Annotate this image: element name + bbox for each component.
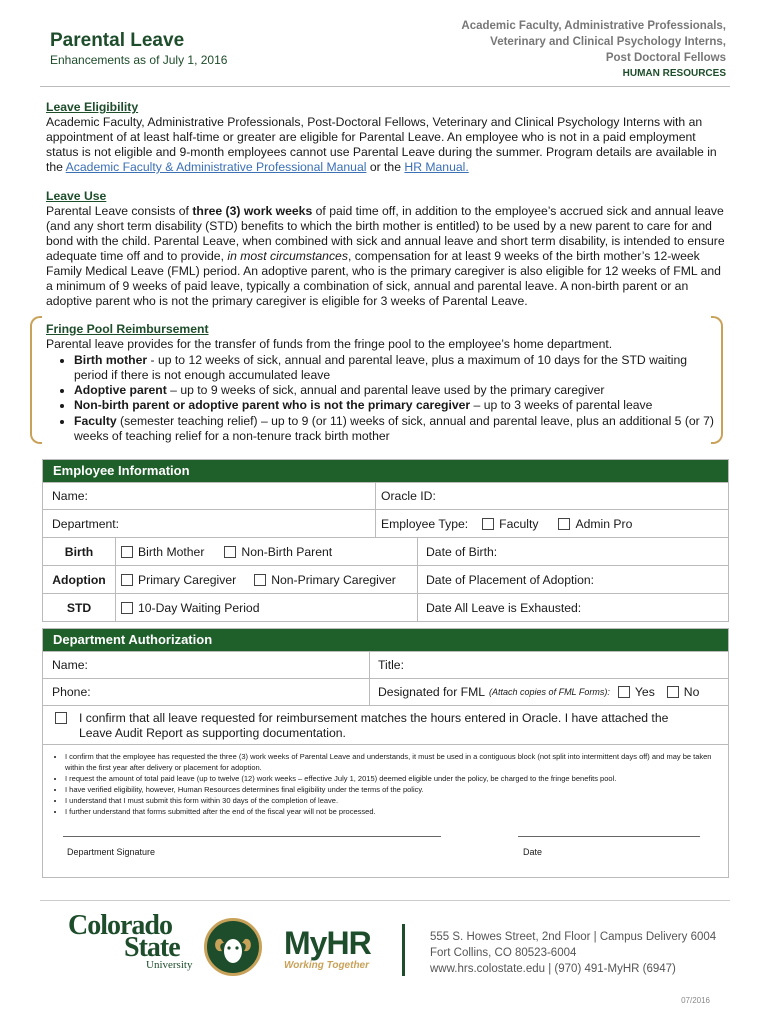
- fringe-item-label: Adoptive parent: [74, 383, 167, 398]
- non-birth-checkbox[interactable]: [224, 546, 236, 558]
- authorizer-name-field[interactable]: Name:: [52, 658, 88, 672]
- employee-type-group: [381, 510, 632, 537]
- row-birth: [43, 537, 728, 565]
- fml-yes-checkbox[interactable]: [618, 686, 630, 698]
- myhr-logo: [284, 926, 371, 971]
- csu-word-3: University: [146, 959, 193, 971]
- footer-separator: [402, 924, 405, 976]
- eligibility-section: [46, 100, 726, 175]
- fringe-intro: Parental leave provides for the transfer of funds from the fringe pool to the employee’s home department.: [46, 337, 613, 352]
- placement-date-field[interactable]: Date of Placement of Adoption:: [426, 572, 595, 587]
- employee-info-header: Employee Information: [43, 460, 728, 482]
- confirm-text: I confirm that all leave requested for reimbursement matches the hours entered in Oracle. I have attached the Leave Audit Report as supporting documentation.: [79, 711, 669, 740]
- signature-line[interactable]: [63, 836, 441, 837]
- fml-note: (Attach copies of FML Forms):: [489, 687, 610, 697]
- confirm-checkbox[interactable]: [55, 712, 67, 724]
- std-label: STD: [66, 600, 92, 615]
- header-divider: [40, 86, 730, 87]
- leave-use-p1: Parental Leave consists of: [46, 204, 189, 218]
- fringe-item-faculty: [74, 414, 716, 445]
- page-title: Parental Leave: [50, 30, 185, 51]
- fringe-item-non-birth: [74, 398, 716, 413]
- leave-exhausted-date-field[interactable]: Date All Leave is Exhausted:: [426, 600, 582, 615]
- date-of-birth-field[interactable]: Date of Birth:: [426, 544, 498, 559]
- adoption-options: [121, 566, 396, 593]
- ram-logo-icon: [204, 918, 262, 976]
- form-revision-code: 07/2016: [681, 996, 710, 1005]
- header-audience: [461, 18, 726, 82]
- fringe-item-adoptive: [74, 383, 716, 398]
- row-dept-phone: [43, 678, 728, 705]
- fringe-list: [46, 353, 716, 445]
- primary-caregiver-label: Primary Caregiver: [138, 572, 237, 587]
- waiting-period-label: 10-Day Waiting Period: [138, 600, 260, 615]
- fringe-item-text: - up to 12 weeks of sick, annual and parental leave, plus a maximum of 10 days for the STD waiting period if there is not enough accumulated leave: [74, 352, 688, 382]
- fringe-section: [46, 322, 716, 444]
- row-confirm: [43, 705, 728, 744]
- eligibility-body: Academic Faculty, Administrative Professionals, Post-Doctoral Fellows, Veterinary and Clinical Psychology Interns with an appointment of at least half-time or greater are eligible for Parental Leave. An employee who is not in a paid employment status is not eligible and 9-month employees cannot use Parental Leave during the summer. Program details are available in the: [46, 115, 717, 174]
- csu-wordmark: [68, 910, 193, 971]
- divider: [115, 538, 116, 565]
- fringe-item-text: – up to 3 weeks of parental leave: [470, 398, 653, 413]
- divider: [115, 594, 116, 621]
- primary-caregiver-checkbox[interactable]: [121, 574, 133, 586]
- certification-item: • I request the amount of total paid leave (up to twelve (12) work weeks – effective July 1, 2015) deemed eligible under the policy, be charged to the fringe benefits pool.: [65, 773, 728, 784]
- fringe-item-text: – up to 9 weeks of sick, annual and parental leave used by the primary caregiver: [166, 383, 605, 398]
- page-subtitle: Enhancements as of July 1, 2016: [50, 53, 228, 67]
- oracle-id-field[interactable]: Oracle ID:: [381, 489, 436, 503]
- audience-line-3: Post Doctoral Fellows: [605, 52, 726, 64]
- department-auth-header: Department Authorization: [43, 629, 728, 651]
- department-field[interactable]: Department:: [52, 516, 120, 531]
- row-std: [43, 593, 728, 621]
- faculty-checkbox[interactable]: [482, 518, 494, 530]
- divider: [375, 483, 376, 509]
- birth-options: [121, 538, 332, 565]
- row-certifications: [43, 744, 728, 848]
- faculty-manual-link[interactable]: Academic Faculty & Administrative Professional Manual: [65, 160, 367, 174]
- eligibility-text: [46, 115, 726, 175]
- non-primary-caregiver-label: Non-Primary Caregiver: [271, 572, 396, 587]
- adoption-label: Adoption: [52, 572, 106, 587]
- fml-label: Designated for FML: [378, 685, 486, 699]
- waiting-period-checkbox[interactable]: [121, 602, 133, 614]
- row-adoption: [43, 565, 728, 593]
- fringe-title: Fringe Pool Reimbursement: [46, 322, 209, 336]
- birth-mother-checkbox[interactable]: [121, 546, 133, 558]
- ram-head-icon: [207, 921, 259, 973]
- certification-item: • I understand that I must submit this form within 30 days of the completion of leave.: [65, 795, 728, 806]
- leave-use-italic: in most circumstances: [227, 249, 348, 263]
- fringe-item-label: Non-birth parent or adoptive parent who is not the primary caregiver: [74, 398, 471, 413]
- admin-pro-checkbox[interactable]: [558, 518, 570, 530]
- authorizer-title-field[interactable]: Title:: [378, 658, 404, 672]
- row-dept-name: [43, 651, 728, 678]
- department-auth-form: [42, 628, 729, 878]
- leave-use-title: Leave Use: [46, 189, 107, 203]
- fringe-item-birth-mother: [74, 353, 716, 384]
- divider: [417, 538, 418, 565]
- non-birth-label: Non-Birth Parent: [241, 544, 333, 559]
- fml-yes-label: Yes: [634, 685, 655, 699]
- address-line-1: 555 S. Howes Street, 2nd Floor | Campus Delivery 6004: [430, 931, 717, 943]
- csu-word-1: Colorado: [68, 910, 172, 941]
- certification-item: • I further understand that forms submitted after the end of the fiscal year will not be processed.: [65, 806, 728, 817]
- hr-manual-link[interactable]: HR Manual.: [404, 160, 469, 174]
- eligibility-or: or the: [369, 160, 401, 174]
- non-primary-caregiver-checkbox[interactable]: [254, 574, 266, 586]
- myhr-wordmark: MyHR: [284, 925, 371, 961]
- signature-label: Department Signature: [67, 847, 156, 857]
- footer-address: [430, 929, 716, 977]
- leave-use-p3: , compensation for at least 9 weeks of the birth mother’s 12-week Family Medical Leave (FML) period. An adoptive parent, who is the primary caregiver is also eligible for 12 weeks of FML and a minimum of 9 weeks of paid leave, typically a combination of sick, annual and parental leave. A non-birth parent or an adoptive parent who is not the primary caregiver is eligible for 3 weeks of Parental Leave.: [46, 249, 721, 308]
- certification-list: [43, 751, 728, 817]
- department-label: HUMAN RESOURCES: [622, 68, 726, 79]
- divider: [417, 594, 418, 621]
- faculty-label: Faculty: [499, 516, 539, 531]
- csu-word-2: State: [124, 932, 180, 963]
- date-line[interactable]: [518, 836, 700, 837]
- divider: [375, 510, 376, 537]
- divider: [115, 566, 116, 593]
- divider: [417, 566, 418, 593]
- myhr-tagline: Working Together: [284, 960, 369, 971]
- fringe-item-text: (semester teaching relief) – up to 9 (or 11) weeks of sick, annual and parental leave, plus an additional 5 (or 7) weeks of teaching relief for a non-tenure track birth mother: [74, 413, 714, 444]
- leave-use-p2: of paid time off, in addition to the employee’s accrued sick and annual leave (and any short term disability (STD) benefits to which the birth mother is entitled) to be used by a new parent to care for and bond with the child. Parental Leave, when combined with sick and annual leave and short term disability, is intended to ensure adequate time off and to provide,: [46, 204, 725, 263]
- fml-no-checkbox[interactable]: [667, 686, 679, 698]
- fringe-item-label: Birth mother: [74, 352, 148, 367]
- std-options: [121, 594, 259, 621]
- certification-item: • I confirm that the employee has requested the three (3) work weeks of Parental Leave and understands, it must be used in a contiguous block (not split into intermittent days off) and may be taken within the first year after delivery or placement for adoption.: [65, 751, 728, 773]
- leave-use-text: [46, 204, 726, 309]
- authorizer-phone-field[interactable]: Phone:: [52, 685, 91, 699]
- employee-name-field[interactable]: Name:: [52, 489, 88, 503]
- birth-mother-label: Birth Mother: [138, 544, 205, 559]
- address-line-2: Fort Collins, CO 80523-6004: [430, 947, 577, 959]
- fml-no-label: No: [683, 685, 700, 699]
- divider: [369, 679, 370, 705]
- left-brace: [30, 316, 42, 444]
- admin-pro-label: Admin Pro: [575, 516, 633, 531]
- audience-line-1: Academic Faculty, Administrative Professionals,: [461, 20, 726, 32]
- row-name-oracle: [43, 482, 728, 509]
- fml-group: [378, 679, 699, 705]
- audience-line-2: Veterinary and Clinical Psychology Interns,: [490, 36, 726, 48]
- employee-type-label: Employee Type:: [381, 516, 469, 531]
- row-department: [43, 509, 728, 537]
- footer-divider: [40, 900, 730, 901]
- date-label: Date: [523, 847, 543, 857]
- certification-item: • I have verified eligibility, however, Human Resources determines final eligibility under the terms of the policy.: [65, 784, 728, 795]
- employee-info-form: [42, 459, 729, 622]
- leave-use-section: [46, 189, 726, 309]
- divider: [369, 652, 370, 678]
- eligibility-title: Leave Eligibility: [46, 100, 139, 114]
- fringe-item-label: Faculty: [74, 413, 117, 428]
- leave-use-bold: three (3) work weeks: [192, 204, 313, 218]
- birth-label: Birth: [64, 544, 94, 559]
- address-line-3: www.hrs.colostate.edu | (970) 491-MyHR (6947): [430, 963, 676, 975]
